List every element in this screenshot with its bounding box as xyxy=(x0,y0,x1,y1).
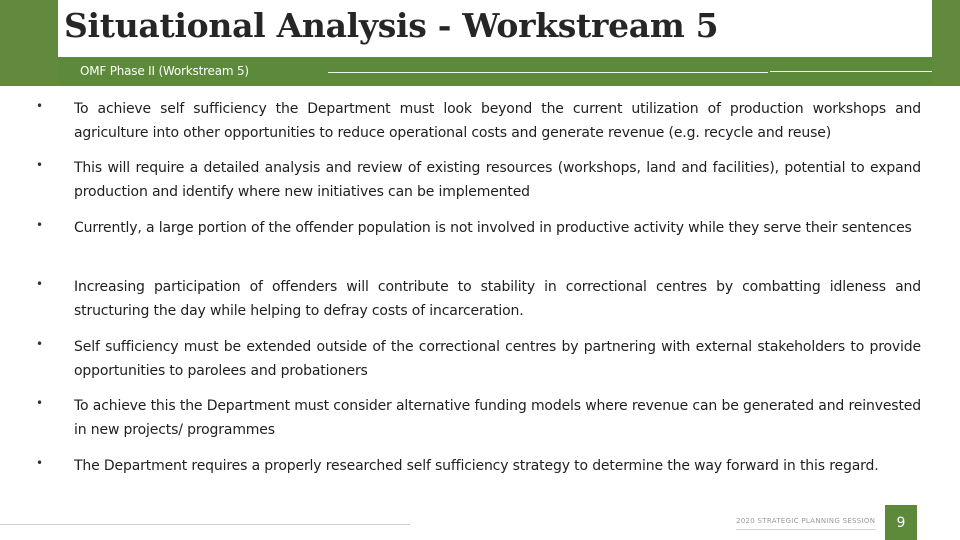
bullet-text: This will require a detailed analysis and review of existing resources (workshops, land and facilities), potential to expand production and identify where new initiatives can be implemented xyxy=(74,160,921,200)
page-number: 9 xyxy=(885,505,917,540)
bullet-marker: • xyxy=(36,337,44,351)
footer-divider xyxy=(0,524,410,525)
bullet-marker: • xyxy=(36,456,44,470)
footer-underline xyxy=(736,529,876,530)
bullet-text: Increasing participation of offenders will contribute to stability in correctional centres by combatting idleness and structuring the day while helping to defray costs of incarceration. xyxy=(74,279,921,319)
slide-title: Situational Analysis - Workstream 5 xyxy=(64,6,719,45)
bullet-marker: • xyxy=(36,396,44,410)
bullet-text: Self sufficiency must be extended outside of the correctional centres by partnering with external stakeholders to provide opportunities to parolees and probationers xyxy=(74,339,921,379)
bullet-marker: • xyxy=(36,158,44,172)
footer-session-label: 2020 STRATEGIC PLANNING SESSION xyxy=(736,517,876,525)
bullet-marker: • xyxy=(36,218,44,232)
slide-subtitle: OMF Phase II (Workstream 5) xyxy=(80,64,249,78)
bullet-text: To achieve this the Department must consider alternative funding models where revenue can be generated and reinvested in new projects/ programmes xyxy=(74,398,921,438)
bullet-text: The Department requires a properly researched self sufficiency strategy to determine the way forward in this regard. xyxy=(74,458,879,474)
bullet-text: Currently, a large portion of the offender population is not involved in productive activity while they serve their sentences xyxy=(74,220,912,236)
bullet-marker: • xyxy=(36,99,44,113)
bullet-marker: • xyxy=(36,277,44,291)
bullet-text: To achieve self sufficiency the Department must look beyond the current utilization of production workshops and agriculture into other opportunities to reduce operational costs and generate revenue (e.g. recycle and reuse) xyxy=(74,101,921,141)
